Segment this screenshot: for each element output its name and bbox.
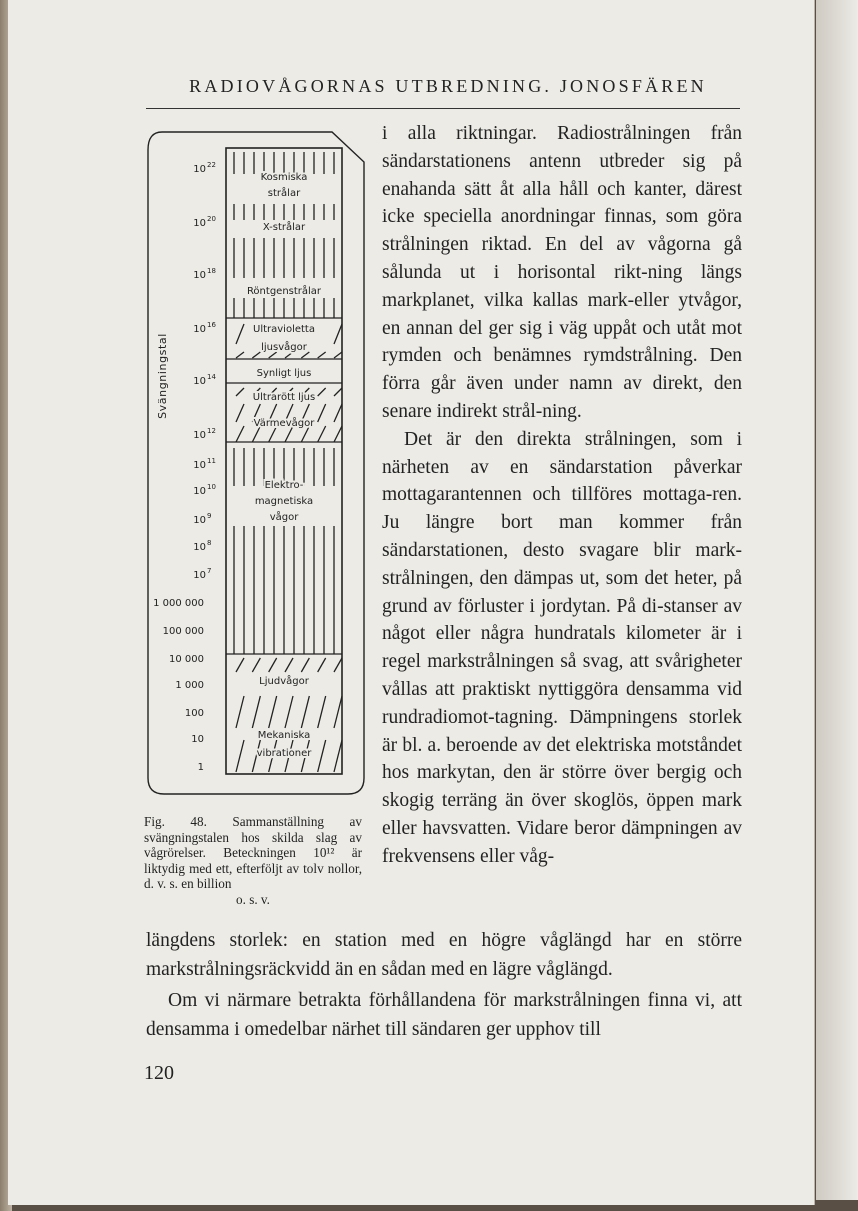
band-label: Ultravioletta — [253, 324, 315, 335]
frequency-spectrum-diagram — [140, 126, 370, 798]
scale-tick-exponent: 16 — [207, 321, 216, 329]
scale-tick-exponent: 7 — [207, 567, 212, 575]
scale-tick-exponent: 14 — [207, 373, 216, 381]
band-label: ljusvågor — [261, 342, 307, 353]
band-hatch-line — [318, 404, 326, 422]
scale-tick-label: 10 — [193, 164, 206, 175]
scale-tick-exponent: 12 — [207, 427, 216, 435]
scale-tick-label: 10 — [193, 218, 206, 229]
band-hatch-line — [334, 740, 342, 772]
band-hatch-line — [236, 426, 244, 442]
diagram-frame — [148, 132, 364, 794]
running-head: RADIOVÅGORNAS UTBREDNING. JONOSFÄREN — [189, 76, 707, 96]
band-hatch-line — [252, 696, 260, 728]
scale-tick-label: 100 — [184, 708, 204, 719]
band-hatch-line — [252, 352, 260, 358]
band-hatch-line — [318, 740, 326, 772]
paragraph-2: Det är den direkta strålningen, som i närheten av en sändarstation påverkar mottagarantennen och tillföres mottaga-ren. Ju längre bort man kommer från sändarstationen, desto svagare blir mark-strålningen, den dämpas ut, som det heter, på grund av förluster i jordytan. På di-stanser av något eller några hundratals kilometer är i regel markstrålningen så svag, att svårigheter vållas att praktiskt nyttiggöra densamma vid rundradiomot-tagning. Dämpningens storlek är bl. a. beroende av det elektriska motståndet hos markytan, den är större över bergig och skogig terräng än över skoglös, öppen mark eller havsvatten. Vidare beror dämpningen av frekvensens eller våg- — [382, 428, 742, 867]
scale-tick-exponent: 20 — [207, 215, 216, 223]
band-hatch-line — [236, 388, 244, 396]
scale-tick-label: 10 — [193, 430, 206, 441]
band-hatch-line — [252, 658, 260, 672]
band-label: Värmevågor — [253, 418, 315, 429]
band-hatch-line — [318, 658, 326, 672]
scale-tick-label: 10 — [193, 486, 206, 497]
band-hatch-line — [318, 426, 326, 442]
scale-tick-exponent: 11 — [207, 457, 216, 465]
text-column — [382, 120, 742, 871]
band-label: Elektro- — [264, 480, 304, 491]
paragraph-2-continued: längdens storlek: en station med en högre våglängd har en större markstrålningsräckvidd än en sådan med en lägre våglängd. — [146, 930, 742, 980]
band-hatch-line — [334, 696, 342, 728]
full-width-text — [146, 926, 742, 1044]
band-hatch-line — [236, 352, 244, 358]
band-label: Mekaniska — [257, 730, 311, 741]
band-hatch-line — [334, 658, 342, 672]
band-hatch-line — [285, 658, 293, 672]
facing-page-edge — [816, 0, 858, 1200]
band-label: vågor — [269, 512, 299, 523]
scale-tick-label: 10 — [193, 570, 206, 581]
band-hatch-line — [334, 426, 342, 442]
band-hatch-line — [318, 352, 326, 358]
band-hatch-line — [269, 696, 277, 728]
band-hatch-line — [318, 388, 326, 396]
scale-tick-label: 1 — [197, 762, 204, 773]
band-label: Ultrarött ljus — [252, 392, 316, 403]
band-hatch-line — [334, 324, 342, 344]
scale-tick-label: 10 — [193, 460, 206, 471]
band-hatch-line — [334, 352, 342, 358]
scale-tick-label: 10 — [193, 270, 206, 281]
band-label: Röntgenstrålar — [246, 286, 322, 297]
band-label: magnetiska — [254, 496, 314, 507]
scale-tick-label: 10 — [193, 376, 206, 387]
band-hatch-line — [334, 404, 342, 422]
band-label: vibrationer — [256, 748, 312, 759]
scale-tick-label: 10 000 — [169, 654, 204, 665]
band-hatch-line — [236, 658, 244, 672]
band-hatch-line — [236, 324, 244, 344]
scale-tick-label: 10 — [193, 542, 206, 553]
scale-tick-label: 100 000 — [162, 626, 204, 637]
band-hatch-line — [236, 404, 244, 422]
band-hatch-line — [236, 740, 244, 772]
band-label: Synligt ljus — [256, 368, 312, 379]
scale-tick-exponent: 8 — [207, 539, 212, 547]
scale-tick-label: 10 — [193, 515, 206, 526]
figure-caption — [144, 814, 362, 908]
band-hatch-line — [269, 658, 277, 672]
scale-tick-label: 10 — [191, 734, 204, 745]
band-hatch-line — [301, 658, 309, 672]
scale-tick-exponent: 9 — [207, 512, 212, 520]
caption-end: o. s. v. — [236, 891, 270, 907]
scale-tick-exponent: 18 — [207, 267, 216, 275]
band-label: Ljudvågor — [259, 676, 309, 687]
axis-label: Svängningstal — [156, 333, 169, 419]
caption-text: Fig. 48. Sammanställning av svängningstalen hos skilda slag av vågrörelser. Beteckningen 10¹² är liktydig med ett, efterföljt av tolv nollor, d. v. s. en billion — [144, 814, 362, 892]
band-label: Kosmiska — [260, 172, 308, 183]
scale-tick-label: 1 000 000 — [153, 598, 204, 609]
scale-tick-exponent: 10 — [207, 483, 216, 491]
page-number: 120 — [144, 1062, 174, 1084]
scale-tick-exponent: 22 — [207, 161, 216, 169]
band-label: X-strålar — [262, 222, 306, 233]
band-hatch-line — [318, 696, 326, 728]
band-hatch-line — [236, 696, 244, 728]
band-hatch-line — [334, 388, 342, 396]
band-hatch-line — [301, 696, 309, 728]
scale-tick-label: 1 000 — [175, 680, 204, 691]
paragraph-3: Om vi närmare betrakta förhållandena för markstrålningen finna vi, att densamma i omedelbar närhet till sändaren ger upphov till — [146, 990, 742, 1040]
paragraph-1: i alla riktningar. Radiostrålningen från sändarstationens antenn utbreder sig på enahanda sätt åt alla håll och kanter, därest icke speciella anordningar finnas, som göra strålningen riktad. En del av vågorna gå sålunda ut i horisontal rikt-ning längs markplanet, vilka kallas mark-eller ytvågor, en annan del ger sig i väg uppåt och utåt mot rymden och benämnes rymdstrålning. Den förra går även under namn av direkt, den senare indirekt strål-ning. — [382, 123, 742, 422]
band-label: strålar — [267, 188, 301, 199]
header-rule — [146, 108, 740, 109]
scale-tick-label: 10 — [193, 324, 206, 335]
band-hatch-line — [285, 696, 293, 728]
